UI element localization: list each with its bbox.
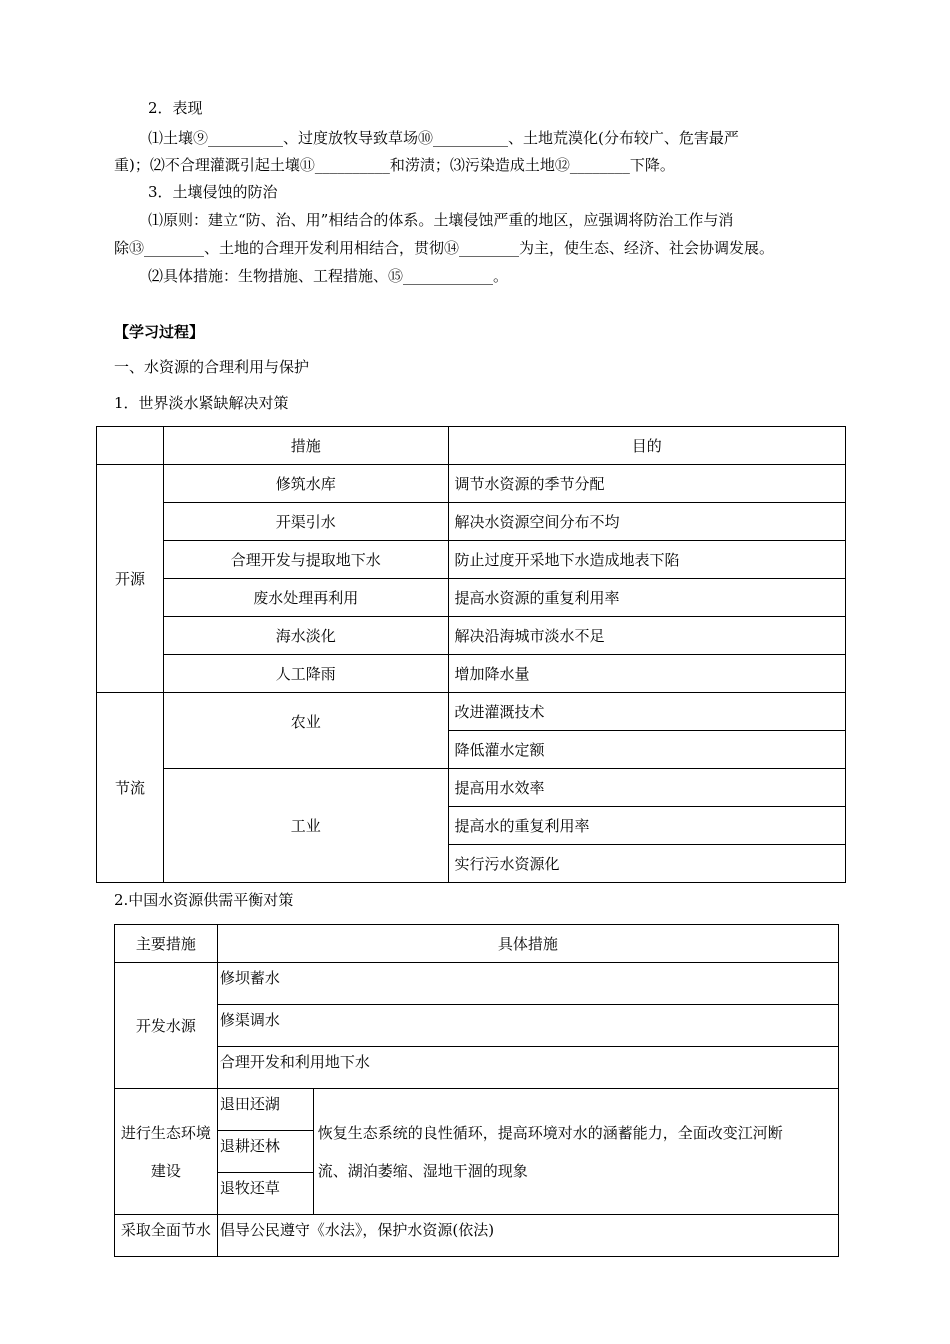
- table-row: [97, 465, 846, 503]
- china-water-table: [114, 924, 839, 1257]
- sub1-heading: 1．世界淡水紧缺解决对策: [114, 394, 289, 412]
- section2-line1: ⑴土壤⑨__________、过度放牧导致草场⑩__________、土地荒漠化(分布较广、危害最严: [148, 129, 739, 147]
- table-row: [97, 579, 846, 617]
- measure-cell: 海水淡化: [163, 617, 448, 655]
- kaiyuan-label: 开源: [97, 465, 164, 693]
- purpose-cell: 提高用水效率: [448, 769, 845, 807]
- purpose-cell: 降低灌水定额: [448, 731, 845, 769]
- eco-text-line2: 流、湖泊萎缩、湿地干涸的现象: [317, 1161, 528, 1180]
- table-row: [97, 503, 846, 541]
- table-row: [115, 1047, 839, 1089]
- section3-line1: ⑴原则：建立“防、治、用”相结合的体系。土壤侵蚀严重的地区，应强调将防治工作与消: [148, 211, 734, 229]
- purpose-cell: 防止过度开采地下水造成地表下陷: [448, 541, 845, 579]
- purpose-cell: 增加降水量: [448, 655, 845, 693]
- part1-heading: 一、水资源的合理利用与保护: [114, 358, 310, 376]
- measure-cell: 合理开发与提取地下水: [163, 541, 448, 579]
- table-row: [97, 655, 846, 693]
- table-row: [97, 541, 846, 579]
- develop-cell: 修坝蓄水: [217, 963, 838, 1005]
- table-row: [97, 617, 846, 655]
- measure-cell: 废水处理再利用: [163, 579, 448, 617]
- table-header-row: [115, 925, 839, 963]
- table-row: [115, 1005, 839, 1047]
- section2-line2: 重)；⑵不合理灌溉引起土壤⑪__________和涝渍；⑶污染造成土地⑫________下降。: [114, 156, 675, 174]
- section3-title: 3．土壤侵蚀的防治: [148, 183, 278, 201]
- measure-cell: 人工降雨: [163, 655, 448, 693]
- learning-header: 【学习过程】: [114, 323, 205, 341]
- measure-cell: 修筑水库: [163, 465, 448, 503]
- purpose-cell: 解决水资源空间分布不均: [448, 503, 845, 541]
- section3-line2: 除⑬________、土地的合理开发利用相结合，贯彻⑭________为主，使生态、经济、社会协调发展。: [114, 239, 775, 257]
- table-row: [97, 769, 846, 807]
- eco-label-line2: 建设: [150, 1161, 181, 1180]
- section2-title: 2．表现: [148, 99, 203, 117]
- agriculture-label: 农业: [163, 693, 448, 769]
- develop-cell: 合理开发和利用地下水: [217, 1047, 838, 1089]
- table-row: [115, 1089, 839, 1131]
- purpose-cell: 调节水资源的季节分配: [448, 465, 845, 503]
- table-row: [115, 963, 839, 1005]
- eco-sub-cell: 退牧还草: [217, 1173, 313, 1215]
- world-water-table: [96, 426, 846, 883]
- eco-sub-cell: 退耕还林: [217, 1131, 313, 1173]
- eco-label-line1: 进行生态环境: [120, 1123, 211, 1142]
- eco-text: [313, 1089, 838, 1215]
- table-header-row: [97, 427, 846, 465]
- eco-sub-cell: 退田还湖: [217, 1089, 313, 1131]
- industry-label: 工业: [163, 769, 448, 883]
- col-main-header: 主要措施: [115, 925, 218, 963]
- develop-label: 开发水源: [115, 963, 218, 1089]
- purpose-cell: 解决沿海城市淡水不足: [448, 617, 845, 655]
- purpose-cell: 实行污水资源化: [448, 845, 845, 883]
- save-label: 采取全面节水: [115, 1215, 218, 1257]
- save-text: 倡导公民遵守《水法》，保护水资源(依法): [217, 1215, 838, 1257]
- col-measure-header: 措施: [163, 427, 448, 465]
- table-row: [97, 693, 846, 731]
- empty-header-cell: [97, 427, 164, 465]
- table-row: [115, 1215, 839, 1257]
- purpose-cell: 提高水的重复利用率: [448, 807, 845, 845]
- develop-cell: 修渠调水: [217, 1005, 838, 1047]
- jieliu-label: 节流: [97, 693, 164, 883]
- col-detail-header: 具体措施: [217, 925, 838, 963]
- eco-label: [115, 1089, 218, 1215]
- measure-cell: 开渠引水: [163, 503, 448, 541]
- purpose-cell: 提高水资源的重复利用率: [448, 579, 845, 617]
- col-purpose-header: 目的: [448, 427, 845, 465]
- section3-line3: ⑵具体措施：生物措施、工程措施、⑮____________。: [148, 267, 509, 285]
- purpose-cell: 改进灌溉技术: [448, 693, 845, 731]
- eco-text-line1: 恢复生态系统的良性循环，提高环境对水的涵蓄能力，全面改变江河断: [317, 1123, 783, 1142]
- sub2-heading: 2.中国水资源供需平衡对策: [114, 891, 294, 909]
